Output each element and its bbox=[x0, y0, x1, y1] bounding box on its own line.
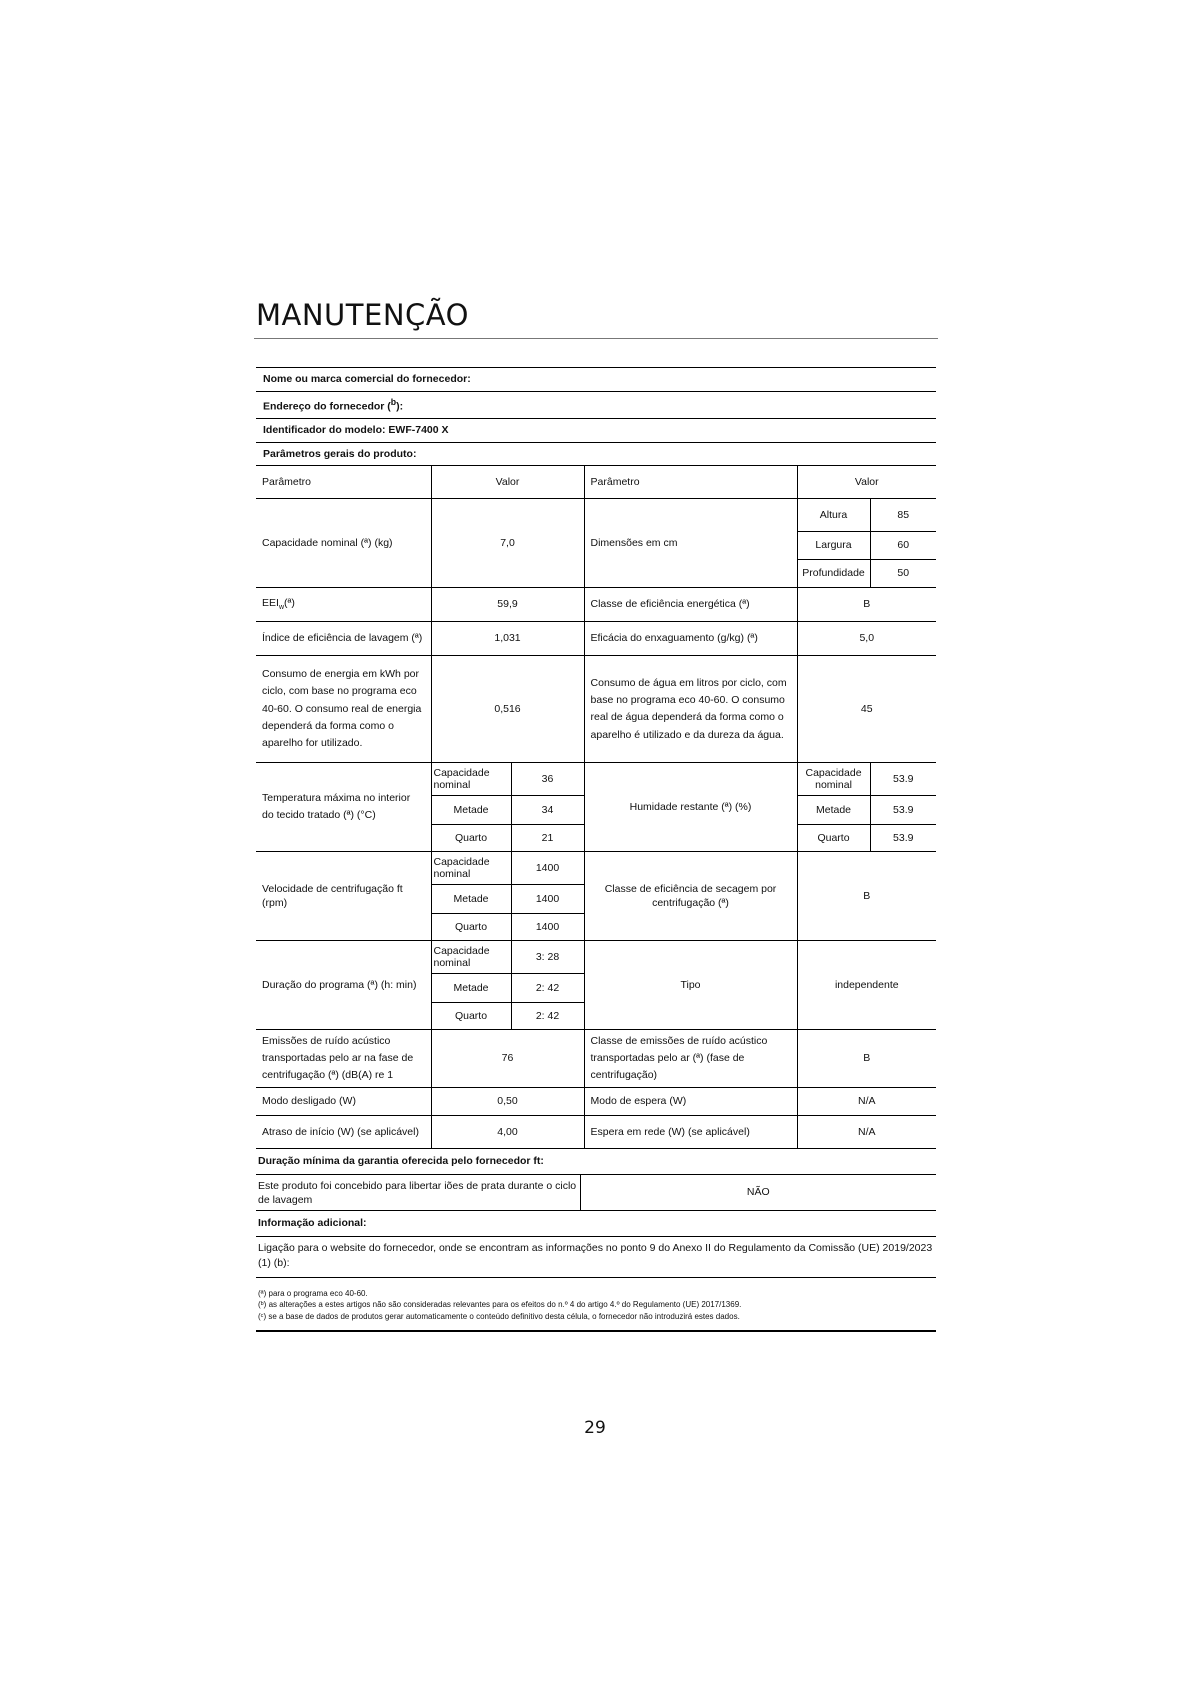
remaining-moisture-half-value: 53.9 bbox=[870, 796, 936, 825]
spin-speed-rated-value: 1400 bbox=[511, 852, 584, 885]
energy-consumption-label: Consumo de energia em kWh por ciclo, com base no programa eco 40-60. O consumo real de energia dependerá da forma como o aparelho for utilizado. bbox=[256, 656, 431, 763]
header-parameter-right: Parâmetro bbox=[584, 466, 797, 499]
warranty-row bbox=[256, 1149, 936, 1174]
type-value: independente bbox=[797, 941, 936, 1030]
rinsing-label: Eficácia do enxaguamento (g/kg) (ª) bbox=[584, 622, 797, 656]
remaining-moisture-label: Humidade restante (ª) (%) bbox=[584, 763, 797, 852]
model-identifier-label: Identificador do modelo: EWF-7400 X bbox=[263, 423, 449, 436]
additional-info-row bbox=[256, 1210, 936, 1236]
table-row bbox=[256, 499, 936, 532]
supplier-website-label: Ligação para o website do fornecedor, onde se encontram as informações no ponto 9 do Anexo II do Regulamento da Comissão (UE) 2019/2023 (1) (b): bbox=[258, 1242, 933, 1269]
silver-ions-label: Este produto foi concebido para libertar iões de prata durante o ciclo de lavagem bbox=[256, 1174, 580, 1210]
table-row bbox=[256, 941, 936, 974]
program-duration-half-label: Metade bbox=[431, 974, 511, 1003]
footnote-c: (ᶜ) se a base de dados de produtos gerar automaticamente o conteúdo definitivo desta célula, o fornecedor não introduzirá estes dados. bbox=[258, 1311, 740, 1321]
remaining-moisture-quarter-value: 53.9 bbox=[870, 825, 936, 852]
remaining-moisture-rated-label: Capacidade nominal bbox=[797, 763, 870, 796]
max-temperature-quarter-label: Quarto bbox=[431, 825, 511, 852]
spin-speed-half-value: 1400 bbox=[511, 885, 584, 914]
eei-label: $EEI_w(ª)$ bbox=[256, 588, 431, 622]
supplier-address-row bbox=[256, 391, 936, 418]
energy-consumption-value: 0,516 bbox=[431, 656, 584, 763]
depth-label: Profundidade bbox=[797, 560, 870, 588]
table-row bbox=[256, 1174, 936, 1210]
max-temperature-quarter-value: 21 bbox=[511, 825, 584, 852]
noise-class-value: B bbox=[797, 1030, 936, 1088]
network-standby-label: Espera em rede (W) (se aplicável) bbox=[584, 1116, 797, 1149]
washing-index-value: 1,031 bbox=[431, 622, 584, 656]
parameters-table bbox=[256, 465, 936, 1149]
noise-label: Emissões de ruído acústico transportadas pelo ar na fase de centrifugação (ª) (dB(A) re 1 bbox=[256, 1030, 431, 1088]
program-duration-rated-label: Capacidade nominal bbox=[431, 941, 511, 974]
page-number: 29 bbox=[584, 1418, 606, 1438]
program-duration-label: Duração do programa (ª) (h: min) bbox=[256, 941, 431, 1030]
additional-info-label: Informação adicional: bbox=[258, 1217, 367, 1230]
max-temperature-half-label: Metade bbox=[431, 796, 511, 825]
dimensions-label: Dimensões em cm bbox=[584, 499, 797, 588]
capacity-label: Capacidade nominal (ª) (kg) bbox=[256, 499, 431, 588]
rinsing-value: 5,0 bbox=[797, 622, 936, 656]
spin-speed-quarter-label: Quarto bbox=[431, 914, 511, 941]
header-value-right: Valor bbox=[797, 466, 936, 499]
table-row bbox=[256, 1088, 936, 1116]
type-label: Tipo bbox=[584, 941, 797, 1030]
program-duration-quarter-label: Quarto bbox=[431, 1003, 511, 1030]
supplier-address-label: Endereço do fornecedor ( bbox=[263, 400, 391, 413]
water-consumption-value: 45 bbox=[797, 656, 936, 763]
delay-start-value: 4,00 bbox=[431, 1116, 584, 1149]
eei-value: 59,9 bbox=[431, 588, 584, 622]
height-value: 85 bbox=[870, 499, 936, 532]
energy-class-value: B bbox=[797, 588, 936, 622]
general-parameters-label: Parâmetros gerais do produto: bbox=[263, 447, 417, 460]
max-temperature-label: Temperatura máxima no interior do tecido tratado (ª) (°C) bbox=[256, 763, 431, 852]
height-label: Altura bbox=[797, 499, 870, 532]
spin-speed-rated-label: Capacidade nominal bbox=[431, 852, 511, 885]
spin-speed-half-label: Metade bbox=[431, 885, 511, 914]
table-row bbox=[256, 588, 936, 622]
spin-drying-class-label: Classe de eficiência de secagem por centrifugação (ª) bbox=[584, 852, 797, 941]
warranty-label: Duração mínima da garantia oferecida pelo fornecedor ft: bbox=[258, 1155, 544, 1168]
general-parameters-row bbox=[256, 442, 936, 466]
spin-speed-label: Velocidade de centrifugação ft (rpm) bbox=[256, 852, 431, 941]
program-duration-half-value: 2: 42 bbox=[511, 974, 584, 1003]
footnote-b: (ᵇ) as alterações a estes artigos não são consideradas relevantes para os efeitos do n.º 4 do artigo 4.º do Regulamento (UE) 2017/1369. bbox=[258, 1300, 742, 1310]
footnote-marker: b bbox=[390, 396, 397, 407]
table-row bbox=[256, 1116, 936, 1149]
remaining-moisture-quarter-label: Quarto bbox=[797, 825, 870, 852]
water-consumption-label: Consumo de água em litros por ciclo, com base no programa eco 40-60. O consumo real de água dependerá da forma como o aparelho é utilizado e da dureza da água. bbox=[584, 656, 797, 763]
supplier-website-row bbox=[256, 1236, 936, 1277]
program-duration-quarter-value: 2: 42 bbox=[511, 1003, 584, 1030]
header-parameter-left: Parâmetro bbox=[256, 466, 431, 499]
table-header-row bbox=[256, 466, 936, 499]
silver-ions-table bbox=[256, 1174, 936, 1211]
off-mode-value: 0,50 bbox=[431, 1088, 584, 1116]
max-temperature-rated-label: Capacidade nominal bbox=[431, 763, 511, 796]
silver-ions-value: NÃO bbox=[580, 1174, 936, 1210]
spin-drying-class-value: B bbox=[797, 852, 936, 941]
footnote-a: (ª) para o programa eco 40-60. bbox=[258, 1288, 368, 1298]
title-divider bbox=[254, 338, 938, 339]
depth-value: 50 bbox=[870, 560, 936, 588]
page-title: MANUTENÇÃO bbox=[256, 298, 469, 332]
standby-mode-value: N/A bbox=[797, 1088, 936, 1116]
width-label: Largura bbox=[797, 532, 870, 560]
footnotes bbox=[256, 1278, 936, 1333]
network-standby-value: N/A bbox=[797, 1116, 936, 1149]
program-duration-rated-value: 3: 28 bbox=[511, 941, 584, 974]
spin-speed-quarter-value: 1400 bbox=[511, 914, 584, 941]
remaining-moisture-rated-value: 53.9 bbox=[870, 763, 936, 796]
product-information-sheet bbox=[256, 367, 936, 1332]
supplier-address-suffix: ): bbox=[396, 400, 404, 413]
supplier-name-label: Nome ou marca comercial do fornecedor: bbox=[263, 373, 471, 385]
energy-class-label: Classe de eficiência energética (ª) bbox=[584, 588, 797, 622]
model-identifier-row bbox=[256, 418, 936, 442]
remaining-moisture-half-label: Metade bbox=[797, 796, 870, 825]
width-value: 60 bbox=[870, 532, 936, 560]
supplier-name-row bbox=[256, 367, 936, 391]
capacity-value: 7,0 bbox=[431, 499, 584, 588]
noise-value: 76 bbox=[431, 1030, 584, 1088]
table-row bbox=[256, 763, 936, 796]
header-value-left: Valor bbox=[431, 466, 584, 499]
table-row bbox=[256, 622, 936, 656]
max-temperature-rated-value: 36 bbox=[511, 763, 584, 796]
washing-index-label: Índice de eficiência de lavagem (ª) bbox=[256, 622, 431, 656]
delay-start-label: Atraso de início (W) (se aplicável) bbox=[256, 1116, 431, 1149]
table-row bbox=[256, 1030, 936, 1088]
off-mode-label: Modo desligado (W) bbox=[256, 1088, 431, 1116]
standby-mode-label: Modo de espera (W) bbox=[584, 1088, 797, 1116]
max-temperature-half-value: 34 bbox=[511, 796, 584, 825]
table-row bbox=[256, 656, 936, 763]
noise-class-label: Classe de emissões de ruído acústico transportadas pelo ar (ª) (fase de centrifugação) bbox=[584, 1030, 797, 1088]
table-row bbox=[256, 852, 936, 885]
